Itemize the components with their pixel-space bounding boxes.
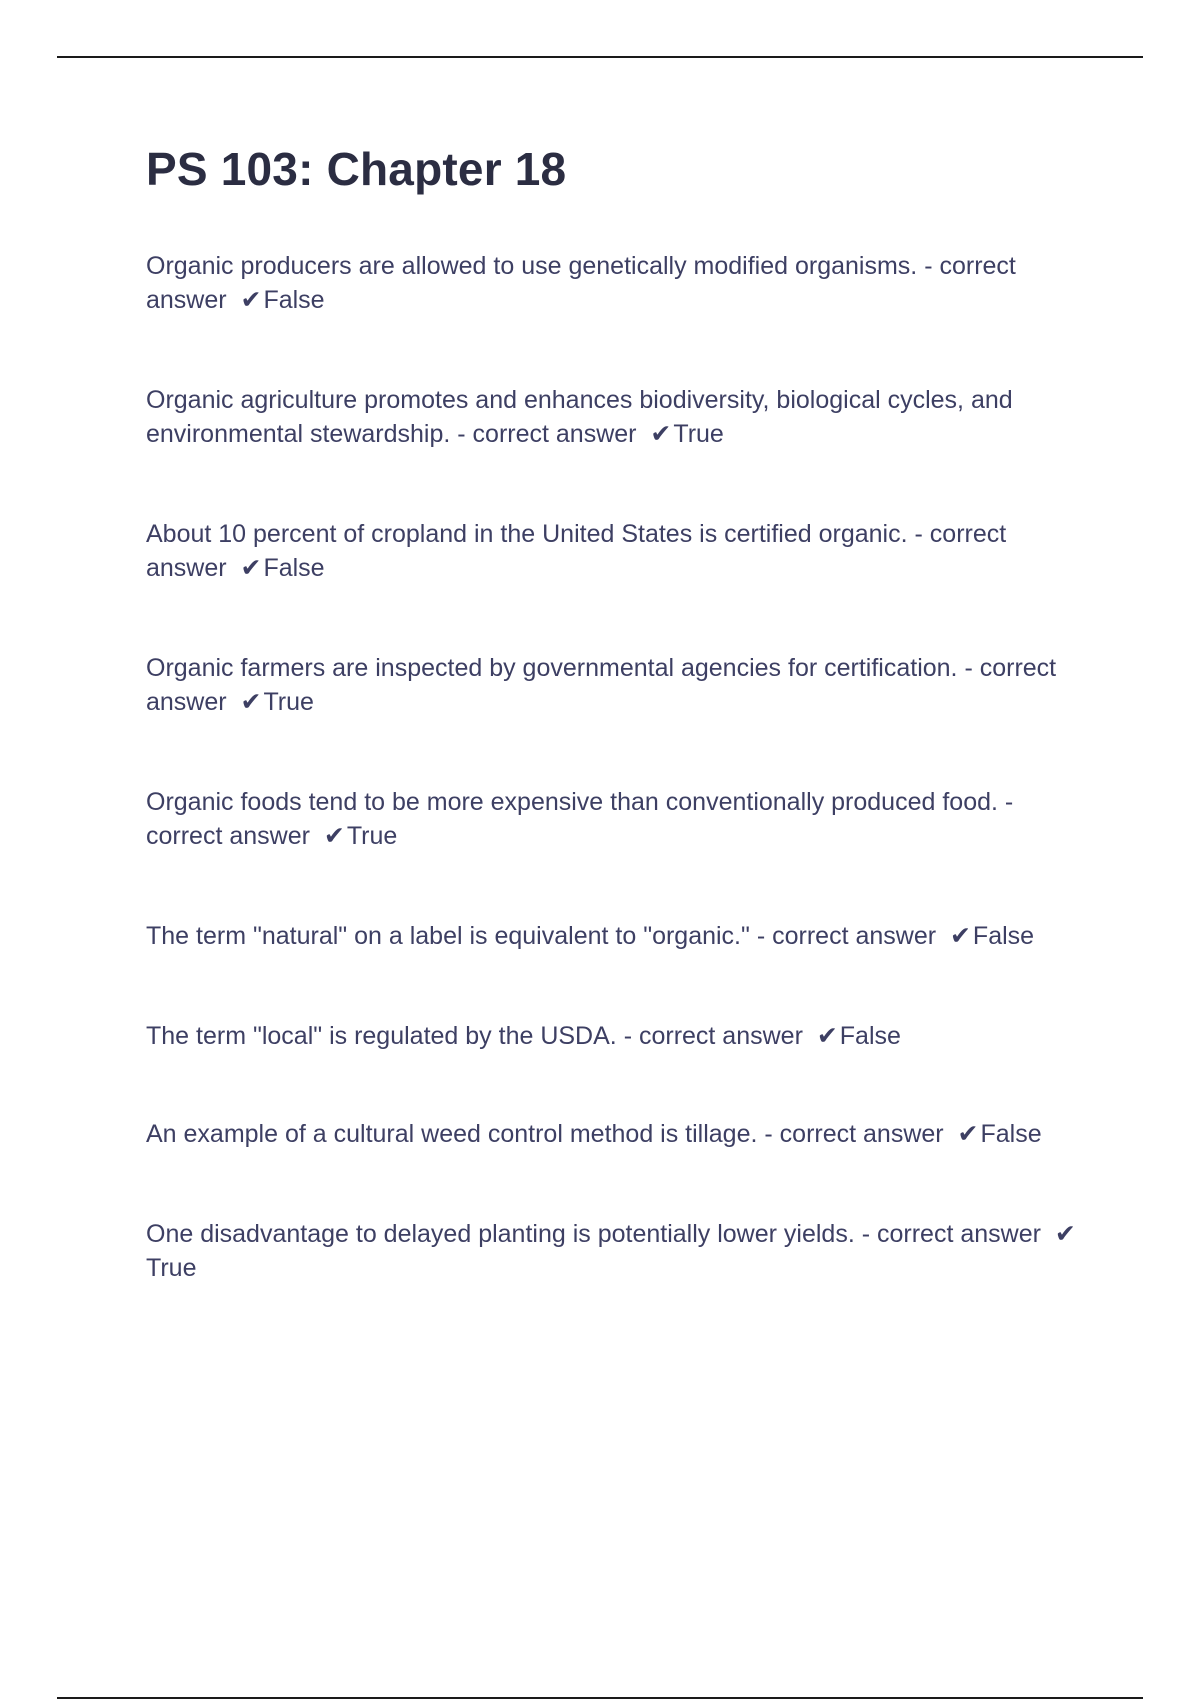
answer-value: True bbox=[146, 1254, 197, 1282]
check-mark-icon: ✔ bbox=[650, 420, 672, 448]
question-text: Organic foods tend to be more expensive than conventionally produced food. bbox=[146, 788, 998, 816]
list-item bbox=[146, 517, 1086, 585]
question-text: Organic farmers are inspected by governmental agencies for certification. bbox=[146, 654, 958, 682]
header-rule bbox=[57, 56, 1143, 58]
question-text: About 10 percent of cropland in the United States is certified organic. bbox=[146, 520, 908, 548]
answer-value: False bbox=[263, 286, 325, 314]
question-text: One disadvantage to delayed planting is potentially lower yields. bbox=[146, 1220, 855, 1248]
check-mark-icon: ✔ bbox=[240, 688, 262, 716]
answer-value: False bbox=[263, 554, 325, 582]
list-item bbox=[146, 1117, 1086, 1151]
answer-label: - correct answer bbox=[756, 922, 937, 950]
check-mark-icon: ✔ bbox=[240, 286, 262, 314]
list-item bbox=[146, 919, 1086, 953]
answer-value: True bbox=[673, 420, 724, 448]
answer-value: False bbox=[972, 922, 1035, 950]
check-mark-icon: ✔ bbox=[1054, 1220, 1076, 1248]
answer-label: - correct answer bbox=[861, 1220, 1041, 1248]
answer-label: - correct answer bbox=[146, 520, 1007, 582]
list-item bbox=[146, 785, 1086, 853]
answer-value: False bbox=[839, 1022, 901, 1050]
answer-label: - correct answer bbox=[457, 420, 637, 448]
question-text: The term "natural" on a label is equivalent to "organic." bbox=[146, 922, 750, 950]
question-list bbox=[146, 249, 1086, 1285]
answer-label: - correct answer bbox=[764, 1120, 944, 1148]
list-item bbox=[146, 383, 1086, 451]
answer-value: True bbox=[263, 688, 314, 716]
check-mark-icon: ✔ bbox=[816, 1022, 838, 1050]
question-text: Organic producers are allowed to use genetically modified organisms. bbox=[146, 252, 918, 280]
answer-value: True bbox=[346, 822, 398, 850]
check-mark-icon: ✔ bbox=[240, 554, 262, 582]
list-item bbox=[146, 249, 1086, 317]
question-text: An example of a cultural weed control method is tillage. bbox=[146, 1120, 758, 1148]
check-mark-icon: ✔ bbox=[957, 1120, 979, 1148]
list-item bbox=[146, 651, 1086, 719]
answer-label: - correct answer bbox=[146, 252, 1016, 314]
list-item bbox=[146, 1019, 1086, 1053]
check-mark-icon: ✔ bbox=[949, 922, 971, 950]
check-mark-icon: ✔ bbox=[323, 822, 345, 850]
answer-label: - correct answer bbox=[146, 788, 1014, 850]
footer-rule bbox=[57, 1697, 1143, 1699]
answer-label: - correct answer bbox=[623, 1022, 803, 1050]
question-text: Organic agriculture promotes and enhances biodiversity, biological cycles, and environmental stewardship. bbox=[146, 386, 1013, 448]
list-item bbox=[146, 1217, 1086, 1285]
page-title: PS 103: Chapter 18 bbox=[146, 143, 567, 195]
question-text: The term "local" is regulated by the USDA. bbox=[146, 1022, 617, 1050]
answer-label: - correct answer bbox=[146, 654, 1057, 716]
answer-value: False bbox=[980, 1120, 1042, 1148]
